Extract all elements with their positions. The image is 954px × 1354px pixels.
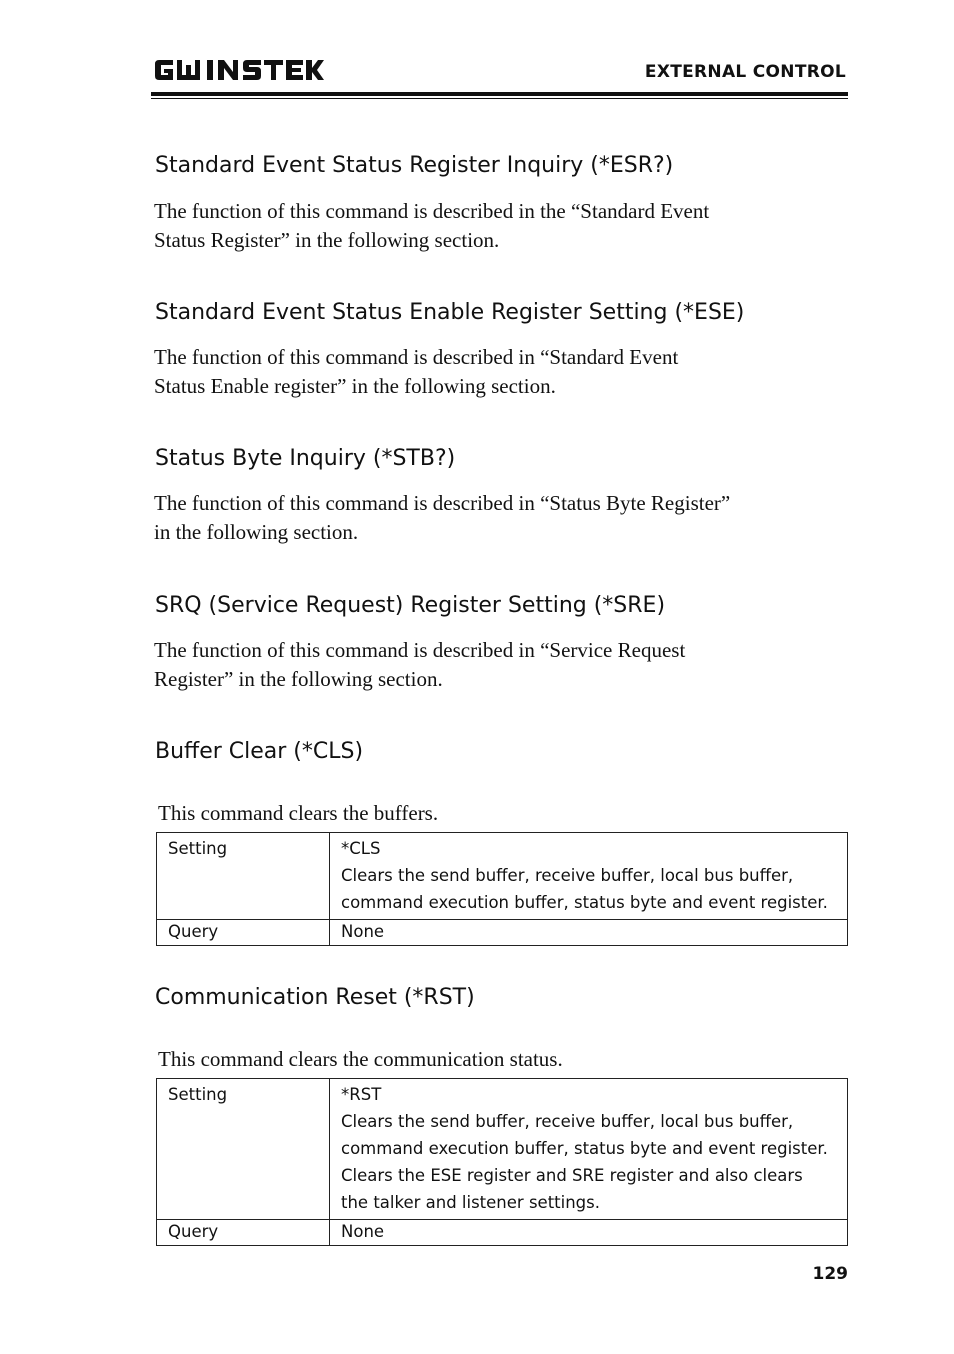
setting-label: Setting	[157, 1079, 330, 1220]
paragraph-line: The function of this command is described in the “Standard Event	[154, 199, 710, 223]
paragraph-line: in the following section.	[154, 519, 359, 544]
paragraph-ese	[154, 343, 854, 400]
heading-stb: Status Byte Inquiry (*STB?)	[155, 446, 456, 471]
paragraph-sre	[154, 636, 854, 693]
cell-line: *CLS	[341, 839, 381, 858]
heading-sre: SRQ (Service Request) Register Setting (*SRE)	[155, 593, 666, 618]
cls-spec-table	[156, 832, 848, 946]
table-row	[157, 833, 848, 920]
paragraph-stb	[154, 489, 854, 546]
cell-line: command execution buffer, status byte and event register.	[341, 1139, 828, 1158]
cell-line: *RST	[341, 1085, 382, 1104]
cell-line: Clears the send buffer, receive buffer, local bus buffer,	[341, 1112, 794, 1131]
table-row	[157, 920, 848, 946]
paragraph-line: Register” in the following section.	[154, 666, 443, 691]
heading-ese: Standard Event Status Enable Register Setting (*ESE)	[155, 300, 745, 325]
page-number: 129	[812, 1264, 848, 1284]
intro-cls: This command clears the buffers.	[158, 801, 439, 825]
table-row	[157, 1220, 848, 1246]
header-rule-thin	[151, 98, 848, 99]
section-label: EXTERNAL CONTROL	[644, 62, 846, 82]
paragraph-line: The function of this command is described in “Standard Event	[154, 345, 679, 369]
query-label: Query	[157, 920, 330, 946]
rst-spec-table	[156, 1078, 848, 1246]
paragraph-line: Status Enable register” in the following section.	[154, 373, 556, 398]
cell-line: Clears the ESE register and SRE register and also clears	[341, 1166, 803, 1185]
query-value: None	[330, 920, 848, 946]
paragraph-line: The function of this command is described in “Service Request	[154, 638, 686, 662]
heading-esr: Standard Event Status Register Inquiry (*ESR?)	[155, 153, 674, 178]
query-label: Query	[157, 1220, 330, 1246]
paragraph-esr	[154, 197, 854, 254]
query-value: None	[330, 1220, 848, 1246]
cell-line: the talker and listener settings.	[341, 1193, 600, 1212]
heading-rst: Communication Reset (*RST)	[155, 985, 475, 1010]
paragraph-line: Status Register” in the following section.	[154, 227, 500, 252]
cell-line: Clears the send buffer, receive buffer, local bus buffer,	[341, 866, 794, 885]
setting-value	[330, 1079, 848, 1220]
gwinstek-logo	[153, 56, 325, 84]
setting-value	[330, 833, 848, 920]
setting-label: Setting	[157, 833, 330, 920]
heading-cls: Buffer Clear (*CLS)	[155, 739, 364, 764]
header-rule	[151, 92, 848, 96]
table-row	[157, 1079, 848, 1220]
cell-line: command execution buffer, status byte and event register.	[341, 893, 828, 912]
intro-rst: This command clears the communication status.	[158, 1047, 563, 1071]
paragraph-line: The function of this command is described in “Status Byte Register”	[154, 491, 731, 515]
